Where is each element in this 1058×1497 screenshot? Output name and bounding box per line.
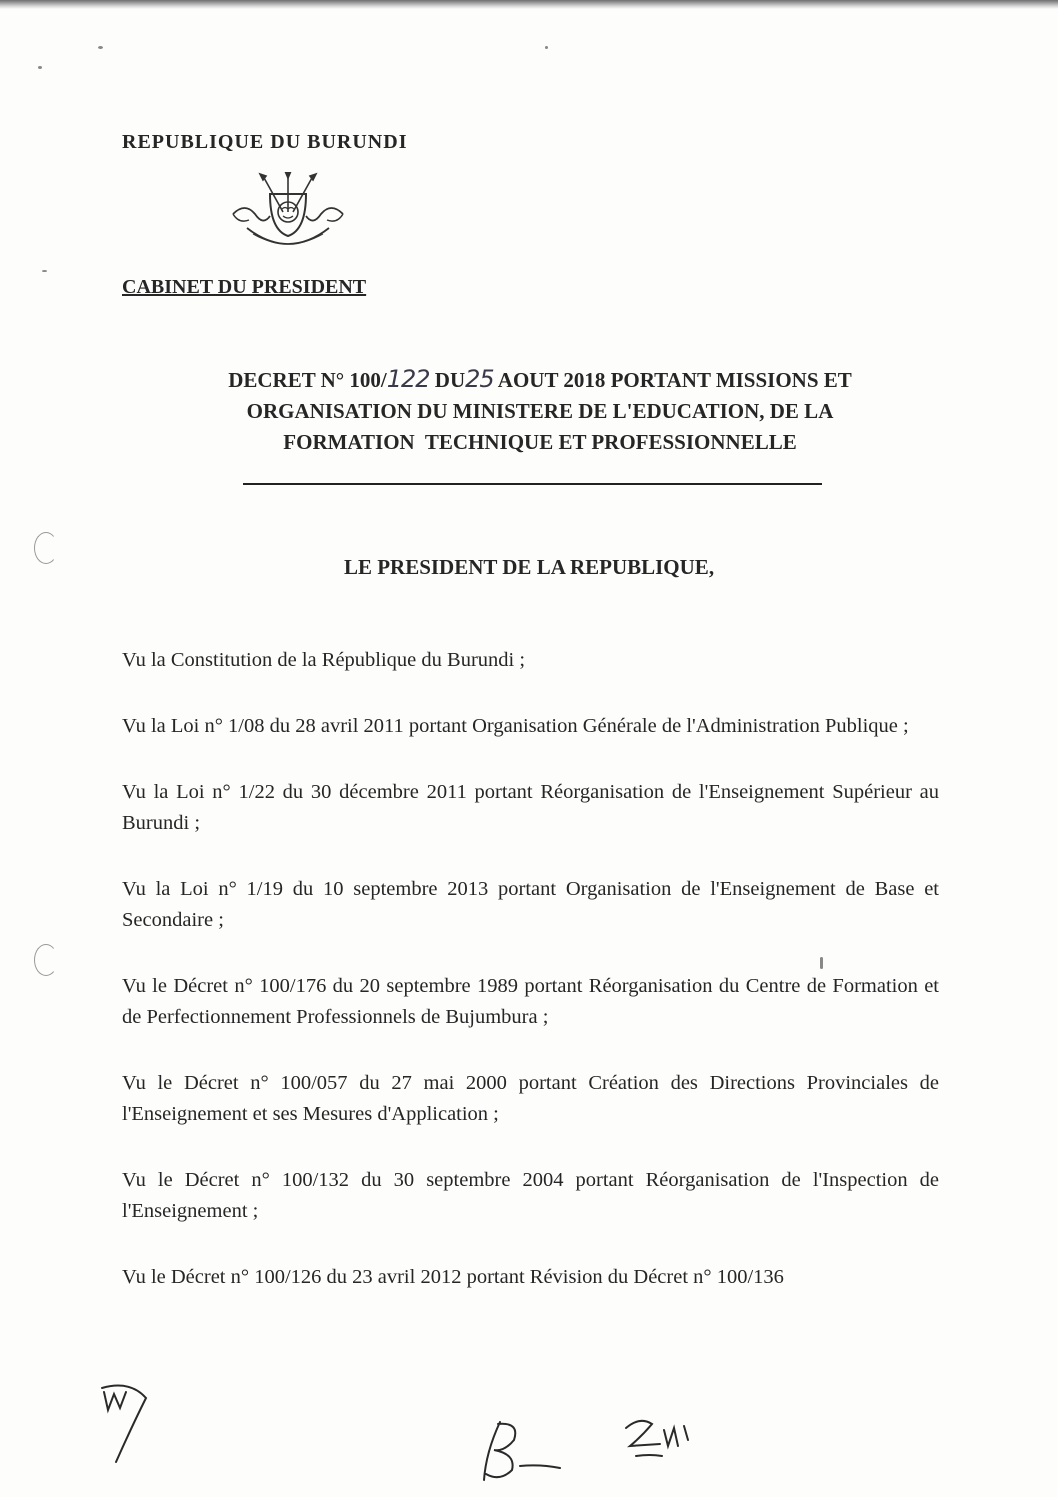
- initials-signatures: [0, 1370, 1058, 1497]
- decree-du: DU: [429, 368, 466, 392]
- scan-speck: [42, 270, 47, 272]
- decree-prefix: DECRET N° 100/: [228, 368, 387, 392]
- visa-paragraph: Vu le Décret n° 100/176 du 20 septembre 1989 portant Réorganisation du Centre de Formation et de Perfectionnement Professionnels de Bujumbura ;: [122, 975, 939, 1028]
- punch-hole-mark: [34, 944, 58, 976]
- visa-paragraph: Vu le Décret n° 100/057 du 27 mai 2000 portant Création des Directions Provinciales de l'Enseignement et ses Mesures d'Application ;: [122, 1072, 939, 1125]
- president-heading: LE PRESIDENT DE LA REPUBLIQUE,: [343, 555, 715, 579]
- scan-speck: [98, 46, 103, 49]
- decree-line1-rest: AOUT 2018 PORTANT MISSIONS ET: [493, 368, 852, 392]
- visa-paragraph: Vu le Décret n° 100/126 du 23 avril 2012 portant Révision du Décret n° 100/136: [122, 1266, 784, 1288]
- decree-title-line3: FORMATION TECHNIQUE ET PROFESSIONNELLE: [283, 430, 797, 454]
- decree-title-line1: [100, 364, 980, 396]
- decree-title-line2: ORGANISATION DU MINISTERE DE L'EDUCATION, DE LA: [246, 399, 834, 423]
- handwritten-decree-day: 25: [465, 365, 494, 393]
- republic-heading: REPUBLIQUE DU BURUNDI: [122, 131, 408, 153]
- decree-title: [100, 364, 980, 458]
- visa-paragraph: Vu la Loi n° 1/19 du 10 septembre 2013 portant Organisation de l'Enseignement de Base et Secondaire ;: [122, 878, 939, 931]
- scan-speck: [545, 46, 548, 49]
- visa-list: [122, 645, 939, 1328]
- visa-paragraph: Vu la Constitution de la République du Burundi ;: [122, 649, 526, 671]
- scan-speck: [38, 66, 42, 69]
- title-divider: [243, 483, 822, 485]
- handwritten-decree-number: 122: [386, 365, 430, 393]
- signature-mark-center: [484, 1422, 560, 1480]
- visa-paragraph: Vu le Décret n° 100/132 du 30 septembre 2004 portant Réorganisation de l'Inspection de l'Enseignement ;: [122, 1169, 939, 1222]
- visa-paragraph: Vu la Loi n° 1/08 du 28 avril 2011 portant Organisation Générale de l'Administration Publique ;: [122, 715, 909, 737]
- signature-mark-right: [626, 1421, 688, 1456]
- scan-edge-shadow: [0, 0, 1058, 9]
- initial-mark-left: [104, 1392, 126, 1410]
- cabinet-heading: CABINET DU PRESIDENT: [122, 276, 367, 298]
- visa-paragraph: Vu la Loi n° 1/22 du 30 décembre 2011 portant Réorganisation de l'Enseignement Supérieur au Burundi ;: [122, 781, 939, 834]
- burundi-coat-of-arms-emblem: [225, 172, 351, 256]
